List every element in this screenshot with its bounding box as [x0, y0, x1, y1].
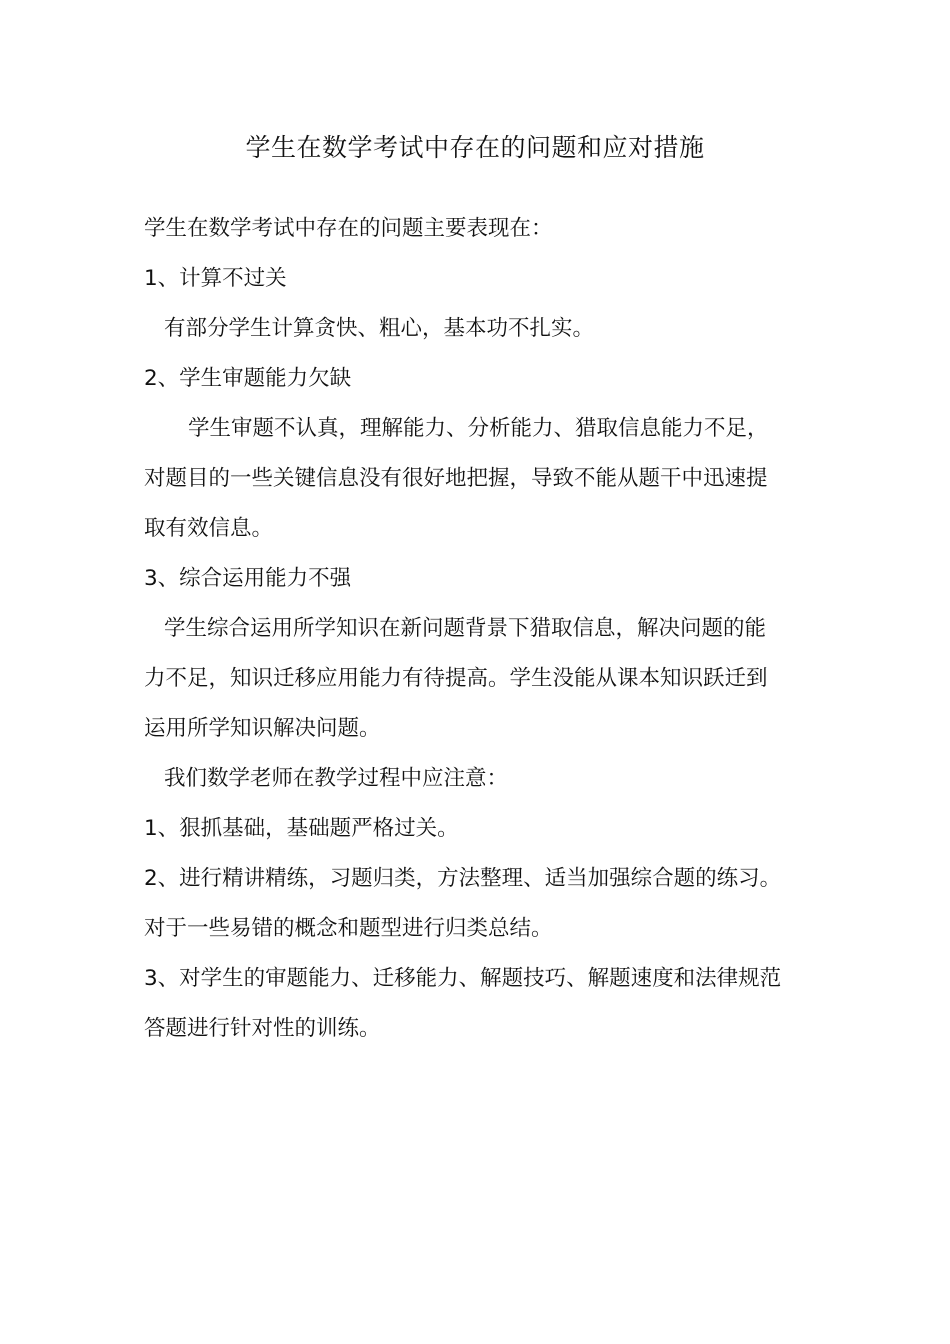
document-title: 学生在数学考试中存在的问题和应对措施 — [245, 133, 705, 162]
paragraph-2-line-3: 取有效信息。 — [144, 516, 274, 541]
heading-3: 3、综合运用能力不强 — [144, 566, 352, 591]
measure-2-line-2: 对于一些易错的概念和题型进行归类总结。 — [144, 916, 553, 941]
teacher-intro-line: 我们数学老师在教学过程中应注意： — [164, 766, 509, 791]
paragraph-2-line-2: 对题目的一些关键信息没有很好地把握，导致不能从题干中迅速提 — [144, 466, 768, 491]
measure-2-line-1: 2、进行精讲精练，习题归类，方法整理、适当加强综合题的练习。 — [144, 866, 782, 891]
measure-3-line-1: 3、对学生的审题能力、迁移能力、解题技巧、解题速度和法律规范 — [144, 966, 782, 991]
document-body — [144, 204, 814, 1054]
paragraph-2-line-1: 学生审题不认真，理解能力、分析能力、猎取信息能力不足， — [188, 416, 769, 441]
intro-line: 学生在数学考试中存在的问题主要表现在： — [144, 216, 553, 241]
heading-1: 1、计算不过关 — [144, 266, 287, 291]
paragraph-3-line-2: 力不足，知识迁移应用能力有待提高。学生没能从课本知识跃迁到 — [144, 666, 768, 691]
paragraph-3-line-3: 运用所学知识解决问题。 — [144, 716, 381, 741]
heading-2: 2、学生审题能力欠缺 — [144, 366, 352, 391]
measure-3-line-2: 答题进行针对性的训练。 — [144, 1016, 381, 1041]
paragraph-3-line-1: 学生综合运用所学知识在新问题背景下猎取信息，解决问题的能 — [164, 616, 767, 641]
paragraph-1: 有部分学生计算贪快、粗心，基本功不扎实。 — [164, 316, 595, 341]
measure-1: 1、狠抓基础，基础题严格过关。 — [144, 816, 459, 841]
